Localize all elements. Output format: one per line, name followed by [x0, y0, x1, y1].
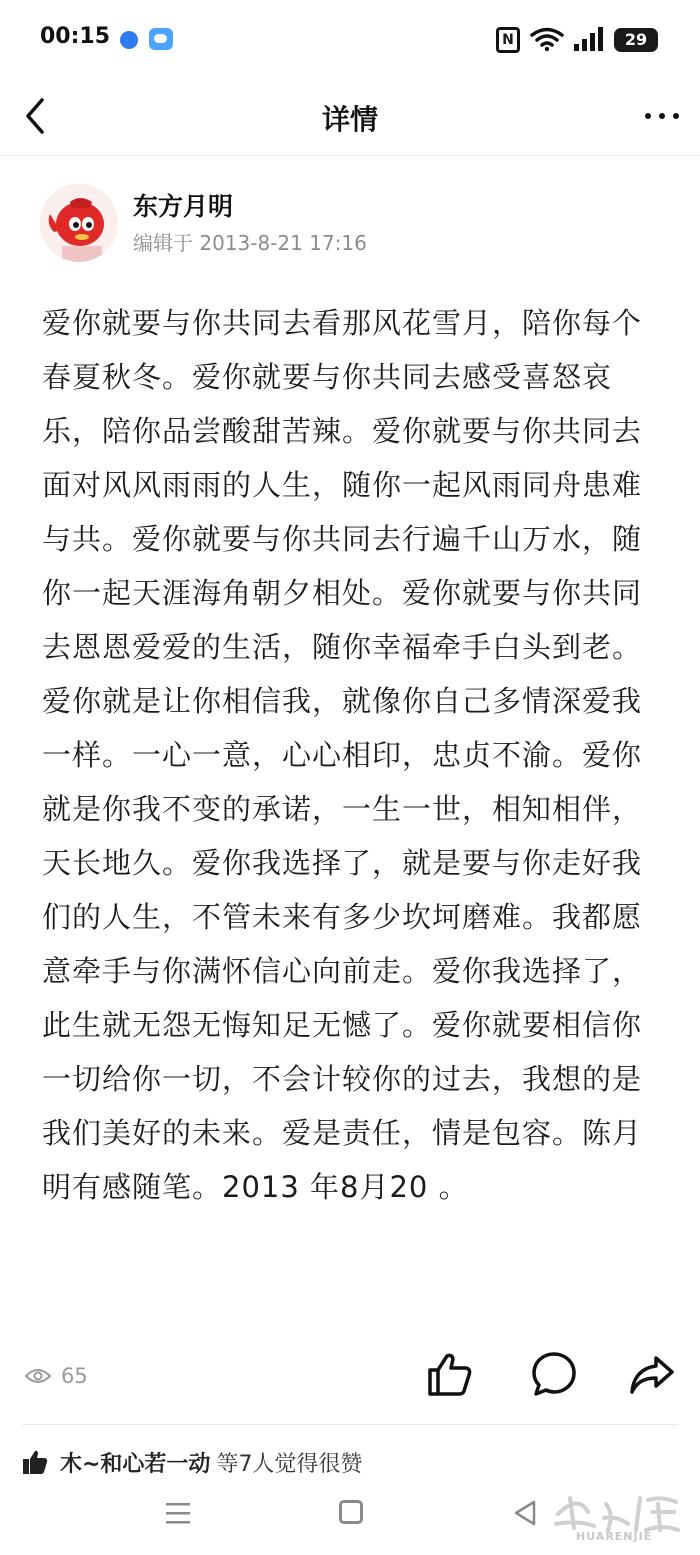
watermark-text: HUARENJIE: [576, 1530, 653, 1543]
page-title: 详情: [321, 103, 378, 136]
eye-icon: [25, 1366, 51, 1386]
divider: [22, 1424, 678, 1425]
top-bar: [0, 80, 700, 156]
status-time: 00:15: [40, 24, 111, 49]
battery-icon: 29: [614, 28, 658, 52]
nfc-icon: N: [496, 27, 520, 53]
wifi-icon: [530, 26, 564, 52]
author-name[interactable]: 东方月明: [133, 192, 234, 221]
more-dots-icon[interactable]: [640, 102, 684, 130]
signal-icon: [572, 26, 606, 52]
thumbs-up-icon[interactable]: [426, 1350, 474, 1398]
app-notification-icon: [120, 31, 138, 49]
view-count-value: 65: [61, 1364, 88, 1388]
share-arrow-icon[interactable]: [628, 1350, 676, 1398]
like-count-text: 等7人觉得很赞: [216, 1451, 363, 1477]
weather-icon: [149, 28, 173, 50]
edit-timestamp: 编辑于 2013-8-21 17:16: [133, 231, 367, 255]
post-body: 爱你就要与你共同去看那风花雪月，陪你每个春夏秋冬。爱你就要与你共同去感受喜怒哀乐，陪你品尝酸甜苦辣。爱你就要与你共同去面对风风雨雨的人生，随你一起风雨同舟患难与共。爱你就要与你共同去行遍千山万水，随你一起天涯海角朝夕相处。爱你就要与你共同去恩恩爱爱的生活，随你幸福牵手白头到老。爱你就是让你相信我，就像你自己多情深爱我一样。一心一意，心心相印，忠贞不渝。爱你就是你我不变的承诺，一生一世，相知相伴，天长地久。爱你我选择了，就是要与你走好我们的人生，不管未来有多少坎坷磨难。我都愿意牵手与你满怀信心向前走。爱你我选择了，此生就无怨无悔知足无憾了。爱你就要相信你一切给你一切，不会计较你的过去，我想的是我们美好的未来。爱是责任，情是包容。陈月明有感随笔。2013 年8月20 。: [42, 306, 643, 1204]
likes-summary[interactable]: [22, 1447, 662, 1477]
system-nav-bar: [0, 1480, 700, 1555]
menu-icon[interactable]: [164, 1500, 192, 1526]
like-users[interactable]: 木~和心若一动: [60, 1451, 211, 1477]
comment-bubble-icon[interactable]: [530, 1350, 578, 1398]
view-count: [25, 1362, 88, 1390]
mascot-avatar-image: [40, 184, 118, 262]
back-triangle-icon[interactable]: [512, 1499, 538, 1527]
home-icon[interactable]: [339, 1500, 363, 1524]
thumbs-up-small-icon: [22, 1449, 48, 1475]
avatar[interactable]: [40, 184, 118, 262]
status-bar: [0, 0, 700, 80]
